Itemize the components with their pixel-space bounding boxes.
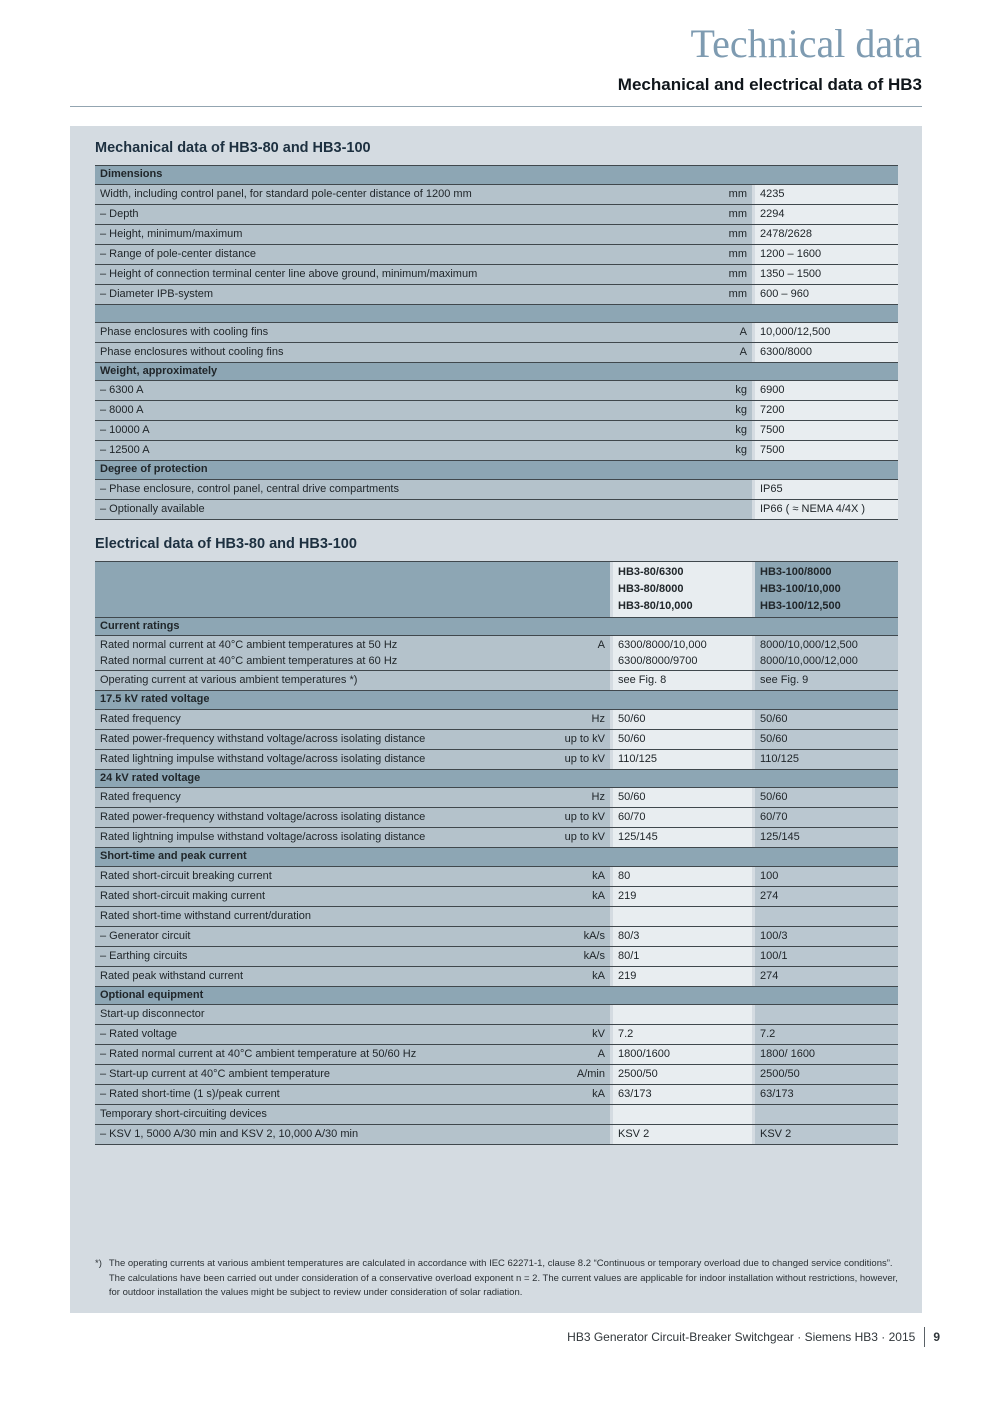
row-value-hb3-80: 80/1 bbox=[613, 947, 752, 966]
table-row bbox=[95, 635, 898, 670]
table-row bbox=[95, 906, 898, 926]
row-value-hb3-80: KSV 2 bbox=[613, 1125, 752, 1144]
row-unit: mm bbox=[710, 245, 752, 264]
row-value-hb3-80: 125/145 bbox=[613, 828, 752, 847]
row-unit bbox=[548, 1005, 610, 1024]
row-value-hb3-100: 274 bbox=[755, 967, 898, 986]
table-row bbox=[95, 670, 898, 690]
row-label: – 6300 A bbox=[95, 381, 710, 400]
table-row bbox=[95, 729, 898, 749]
section-header-row bbox=[95, 460, 898, 479]
row-label: Rated power-frequency withstand voltage/across isolating distance bbox=[95, 730, 548, 749]
row-unit: A bbox=[710, 343, 752, 362]
row-unit: kA/s bbox=[548, 927, 610, 946]
footnote-text: The operating currents at various ambient temperatures are calculated in accordance with IEC 62271-1, clause 8.2 “Continuous or temporary overload due to changed service conditions”. The calculations have been carried out under consideration of a conservative overload exponent n = 2. The current values are applicable for indoor installation without restrictions, however, for outdoor installation the values might be subject to review under consideration of solar radiation. bbox=[108, 1258, 898, 1299]
row-value-hb3-80 bbox=[613, 1105, 752, 1124]
table-row bbox=[95, 1004, 898, 1024]
row-label: Rated short-time withstand current/duration bbox=[95, 907, 548, 926]
page-footer bbox=[0, 1327, 940, 1347]
row-unit bbox=[548, 1105, 610, 1124]
row-unit: kV bbox=[548, 1025, 610, 1044]
section-band bbox=[613, 848, 752, 866]
row-label: Phase enclosures without cooling fins bbox=[95, 343, 710, 362]
row-unit: kA bbox=[548, 1085, 610, 1104]
row-value-hb3-80: 1800/1600 bbox=[613, 1045, 752, 1064]
row-value: 4235 bbox=[755, 185, 898, 204]
row-value-hb3-100: 274 bbox=[755, 887, 898, 906]
table-row bbox=[95, 1064, 898, 1084]
table-row bbox=[95, 224, 898, 244]
row-label: – Earthing circuits bbox=[95, 947, 548, 966]
table-row bbox=[95, 440, 898, 460]
row-label: – Height of connection terminal center line above ground, minimum/maximum bbox=[95, 265, 710, 284]
row-label: Rated frequency bbox=[95, 710, 548, 729]
row-value-hb3-100: KSV 2 bbox=[755, 1125, 898, 1144]
row-value-hb3-100 bbox=[755, 907, 898, 926]
row-label: Start-up disconnector bbox=[95, 1005, 548, 1024]
section-header-row bbox=[95, 362, 898, 381]
section-header-row bbox=[95, 165, 898, 184]
row-unit: mm bbox=[710, 185, 752, 204]
section-band bbox=[613, 987, 752, 1005]
table-row bbox=[95, 244, 898, 264]
table-row bbox=[95, 1104, 898, 1124]
mechanical-table bbox=[95, 165, 898, 520]
row-unit bbox=[710, 500, 752, 519]
row-value-hb3-80 bbox=[613, 907, 752, 926]
footnote bbox=[95, 1257, 898, 1301]
table-row bbox=[95, 499, 898, 519]
row-value-hb3-80: 219 bbox=[613, 967, 752, 986]
row-label: Rated short-circuit breaking current bbox=[95, 867, 548, 886]
row-value-hb3-80: 63/173 bbox=[613, 1085, 752, 1104]
row-label: Rated power-frequency withstand voltage/across isolating distance bbox=[95, 808, 548, 827]
section-label: Optional equipment bbox=[95, 987, 610, 1005]
table-row bbox=[95, 1124, 898, 1144]
page-number: 9 bbox=[924, 1327, 940, 1347]
electrical-table bbox=[95, 561, 898, 1146]
row-label: – Rated short-time (1 s)/peak current bbox=[95, 1085, 548, 1104]
mechanical-heading: Mechanical data of HB3-80 and HB3-100 bbox=[95, 140, 371, 156]
row-value: 10,000/12,500 bbox=[755, 323, 898, 342]
page-title: Technical data bbox=[690, 21, 922, 66]
row-label: – Start-up current at 40°C ambient temperature bbox=[95, 1065, 548, 1084]
row-value-hb3-100 bbox=[755, 1005, 898, 1024]
row-unit: kg bbox=[710, 381, 752, 400]
row-unit: kg bbox=[710, 441, 752, 460]
row-value-hb3-100: 50/60 bbox=[755, 710, 898, 729]
table-row bbox=[95, 479, 898, 499]
row-label: Rated peak withstand current bbox=[95, 967, 548, 986]
row-value-hb3-80: 50/60 bbox=[613, 788, 752, 807]
row-unit: A/min bbox=[548, 1065, 610, 1084]
row-label: Rated lightning impulse withstand voltage/across isolating distance bbox=[95, 750, 548, 769]
table-row bbox=[95, 946, 898, 966]
table-row bbox=[95, 420, 898, 440]
table-row bbox=[95, 807, 898, 827]
row-value-hb3-100: 100 bbox=[755, 867, 898, 886]
row-value-hb3-100: 110/125 bbox=[755, 750, 898, 769]
row-label: – Height, minimum/maximum bbox=[95, 225, 710, 244]
row-value: 2478/2628 bbox=[755, 225, 898, 244]
row-value-hb3-100: 8000/10,000/12,500 8000/10,000/12,000 bbox=[755, 636, 898, 670]
table-row bbox=[95, 204, 898, 224]
row-value-hb3-100: 7.2 bbox=[755, 1025, 898, 1044]
row-unit: A bbox=[710, 323, 752, 342]
section-header-row bbox=[95, 617, 898, 636]
row-unit: Hz bbox=[548, 788, 610, 807]
row-value-hb3-80: 110/125 bbox=[613, 750, 752, 769]
row-value: 6300/8000 bbox=[755, 343, 898, 362]
row-label: – Depth bbox=[95, 205, 710, 224]
row-unit bbox=[548, 907, 610, 926]
row-unit: A bbox=[548, 636, 610, 670]
row-label: – Diameter IPB-system bbox=[95, 285, 710, 304]
row-label: – Generator circuit bbox=[95, 927, 548, 946]
row-value-hb3-100: 60/70 bbox=[755, 808, 898, 827]
header-rule bbox=[70, 106, 922, 107]
row-unit: Hz bbox=[548, 710, 610, 729]
electrical-heading: Electrical data of HB3-80 and HB3-100 bbox=[95, 535, 357, 552]
row-label: Phase enclosures with cooling fins bbox=[95, 323, 710, 342]
table-row bbox=[95, 1084, 898, 1104]
row-value: 7500 bbox=[755, 441, 898, 460]
row-unit: mm bbox=[710, 205, 752, 224]
row-value-hb3-80: 60/70 bbox=[613, 808, 752, 827]
table-row bbox=[95, 926, 898, 946]
row-value-hb3-80: 80 bbox=[613, 867, 752, 886]
row-unit bbox=[548, 671, 610, 690]
section-header-row bbox=[95, 690, 898, 709]
row-value-hb3-80: 7.2 bbox=[613, 1025, 752, 1044]
row-unit: kA bbox=[548, 967, 610, 986]
row-value-hb3-100: 100/1 bbox=[755, 947, 898, 966]
table-row bbox=[95, 342, 898, 362]
row-value: 7200 bbox=[755, 401, 898, 420]
table-row bbox=[95, 966, 898, 986]
row-unit: kA bbox=[548, 887, 610, 906]
row-label: – Rated voltage bbox=[95, 1025, 548, 1044]
row-value-hb3-100: 63/173 bbox=[755, 1085, 898, 1104]
row-label: – 8000 A bbox=[95, 401, 710, 420]
row-value: 1350 – 1500 bbox=[755, 265, 898, 284]
page-header bbox=[0, 0, 992, 107]
table-row bbox=[95, 866, 898, 886]
row-value-hb3-100: 100/3 bbox=[755, 927, 898, 946]
row-value-hb3-100: 1800/ 1600 bbox=[755, 1045, 898, 1064]
row-label: Rated normal current at 40°C ambient temperatures at 50 Hz Rated normal current at 40°C ambient temperatures at 60 Hz bbox=[95, 636, 548, 670]
table-row bbox=[95, 322, 898, 342]
row-unit: kg bbox=[710, 401, 752, 420]
row-unit: mm bbox=[710, 285, 752, 304]
row-unit: kA/s bbox=[548, 947, 610, 966]
footer-text: HB3 Generator Circuit-Breaker Switchgear · Siemens HB3 · 2015 bbox=[567, 1330, 916, 1345]
table-row bbox=[95, 886, 898, 906]
section-band bbox=[755, 848, 898, 866]
row-label: Operating current at various ambient temperatures *) bbox=[95, 671, 548, 690]
row-value-hb3-80: 2500/50 bbox=[613, 1065, 752, 1084]
section-header-row bbox=[95, 847, 898, 866]
section-label: Degree of protection bbox=[95, 461, 898, 479]
row-value: 6900 bbox=[755, 381, 898, 400]
row-unit: up to kV bbox=[548, 808, 610, 827]
section-band bbox=[755, 691, 898, 709]
row-label: – 10000 A bbox=[95, 421, 710, 440]
row-unit: kg bbox=[710, 421, 752, 440]
table-row bbox=[95, 184, 898, 204]
row-unit bbox=[710, 480, 752, 499]
table-row bbox=[95, 1044, 898, 1064]
row-value-hb3-80: 6300/8000/10,000 6300/8000/9700 bbox=[613, 636, 752, 670]
row-label: – Optionally available bbox=[95, 500, 710, 519]
table-row bbox=[95, 749, 898, 769]
section-label: 24 kV rated voltage bbox=[95, 770, 610, 788]
row-unit: up to kV bbox=[548, 750, 610, 769]
row-value-hb3-100: 50/60 bbox=[755, 788, 898, 807]
row-value: 600 – 960 bbox=[755, 285, 898, 304]
section-header-row bbox=[95, 304, 898, 322]
row-value-hb3-80: 80/3 bbox=[613, 927, 752, 946]
row-value: 7500 bbox=[755, 421, 898, 440]
row-value-hb3-80: 50/60 bbox=[613, 710, 752, 729]
row-value: 2294 bbox=[755, 205, 898, 224]
column-header-hb3-100: HB3-100/8000 HB3-100/10,000 HB3-100/12,500 bbox=[755, 562, 898, 617]
section-label: Short-time and peak current bbox=[95, 848, 610, 866]
row-value-hb3-80: see Fig. 8 bbox=[613, 671, 752, 690]
row-label: – Rated normal current at 40°C ambient temperature at 50/60 Hz bbox=[95, 1045, 548, 1064]
section-band bbox=[613, 618, 752, 636]
row-value-hb3-100: 125/145 bbox=[755, 828, 898, 847]
row-value-hb3-80: 219 bbox=[613, 887, 752, 906]
table-row bbox=[95, 1024, 898, 1044]
row-label: Rated frequency bbox=[95, 788, 548, 807]
section-header-row bbox=[95, 986, 898, 1005]
section-band bbox=[613, 691, 752, 709]
row-label: Width, including control panel, for standard pole-center distance of 1200 mm bbox=[95, 185, 710, 204]
row-value-hb3-100: 50/60 bbox=[755, 730, 898, 749]
row-value-hb3-80 bbox=[613, 1005, 752, 1024]
row-label: Temporary short-circuiting devices bbox=[95, 1105, 548, 1124]
row-unit: up to kV bbox=[548, 828, 610, 847]
section-header-row bbox=[95, 769, 898, 788]
table-row bbox=[95, 400, 898, 420]
column-header-row bbox=[95, 561, 898, 617]
row-unit: kA bbox=[548, 867, 610, 886]
row-label: – Range of pole-center distance bbox=[95, 245, 710, 264]
row-unit: mm bbox=[710, 265, 752, 284]
row-label: – Phase enclosure, control panel, central drive compartments bbox=[95, 480, 710, 499]
row-label: Rated short-circuit making current bbox=[95, 887, 548, 906]
table-row bbox=[95, 380, 898, 400]
table-row bbox=[95, 787, 898, 807]
table-row bbox=[95, 264, 898, 284]
row-value-hb3-100: see Fig. 9 bbox=[755, 671, 898, 690]
row-value: 1200 – 1600 bbox=[755, 245, 898, 264]
table-row bbox=[95, 284, 898, 304]
row-label: Rated lightning impulse withstand voltage/across isolating distance bbox=[95, 828, 548, 847]
section-band bbox=[755, 987, 898, 1005]
content-panel bbox=[70, 126, 922, 1313]
row-unit: mm bbox=[710, 225, 752, 244]
row-unit: A bbox=[548, 1045, 610, 1064]
section-label: Weight, approximately bbox=[95, 363, 898, 381]
row-value-hb3-100 bbox=[755, 1105, 898, 1124]
row-label: – 12500 A bbox=[95, 441, 710, 460]
page-subtitle: Mechanical and electrical data of HB3 bbox=[617, 75, 922, 94]
section-label: 17.5 kV rated voltage bbox=[95, 691, 610, 709]
footnote-marker: *) bbox=[95, 1258, 102, 1269]
row-value-hb3-100: 2500/50 bbox=[755, 1065, 898, 1084]
row-value: IP66 ( ≈ NEMA 4/4X ) bbox=[755, 500, 898, 519]
row-unit bbox=[548, 1125, 610, 1144]
row-value: IP65 bbox=[755, 480, 898, 499]
section-band bbox=[755, 770, 898, 788]
table-row bbox=[95, 709, 898, 729]
section-band bbox=[755, 618, 898, 636]
section-label bbox=[95, 305, 898, 322]
row-label: – KSV 1, 5000 A/30 min and KSV 2, 10,000 A/30 min bbox=[95, 1125, 548, 1144]
section-label: Dimensions bbox=[95, 166, 898, 184]
column-header-spacer bbox=[95, 562, 610, 617]
section-band bbox=[613, 770, 752, 788]
section-label: Current ratings bbox=[95, 618, 610, 636]
row-value-hb3-80: 50/60 bbox=[613, 730, 752, 749]
table-row bbox=[95, 827, 898, 847]
column-header-hb3-80: HB3-80/6300 HB3-80/8000 HB3-80/10,000 bbox=[613, 562, 752, 617]
row-unit: up to kV bbox=[548, 730, 610, 749]
